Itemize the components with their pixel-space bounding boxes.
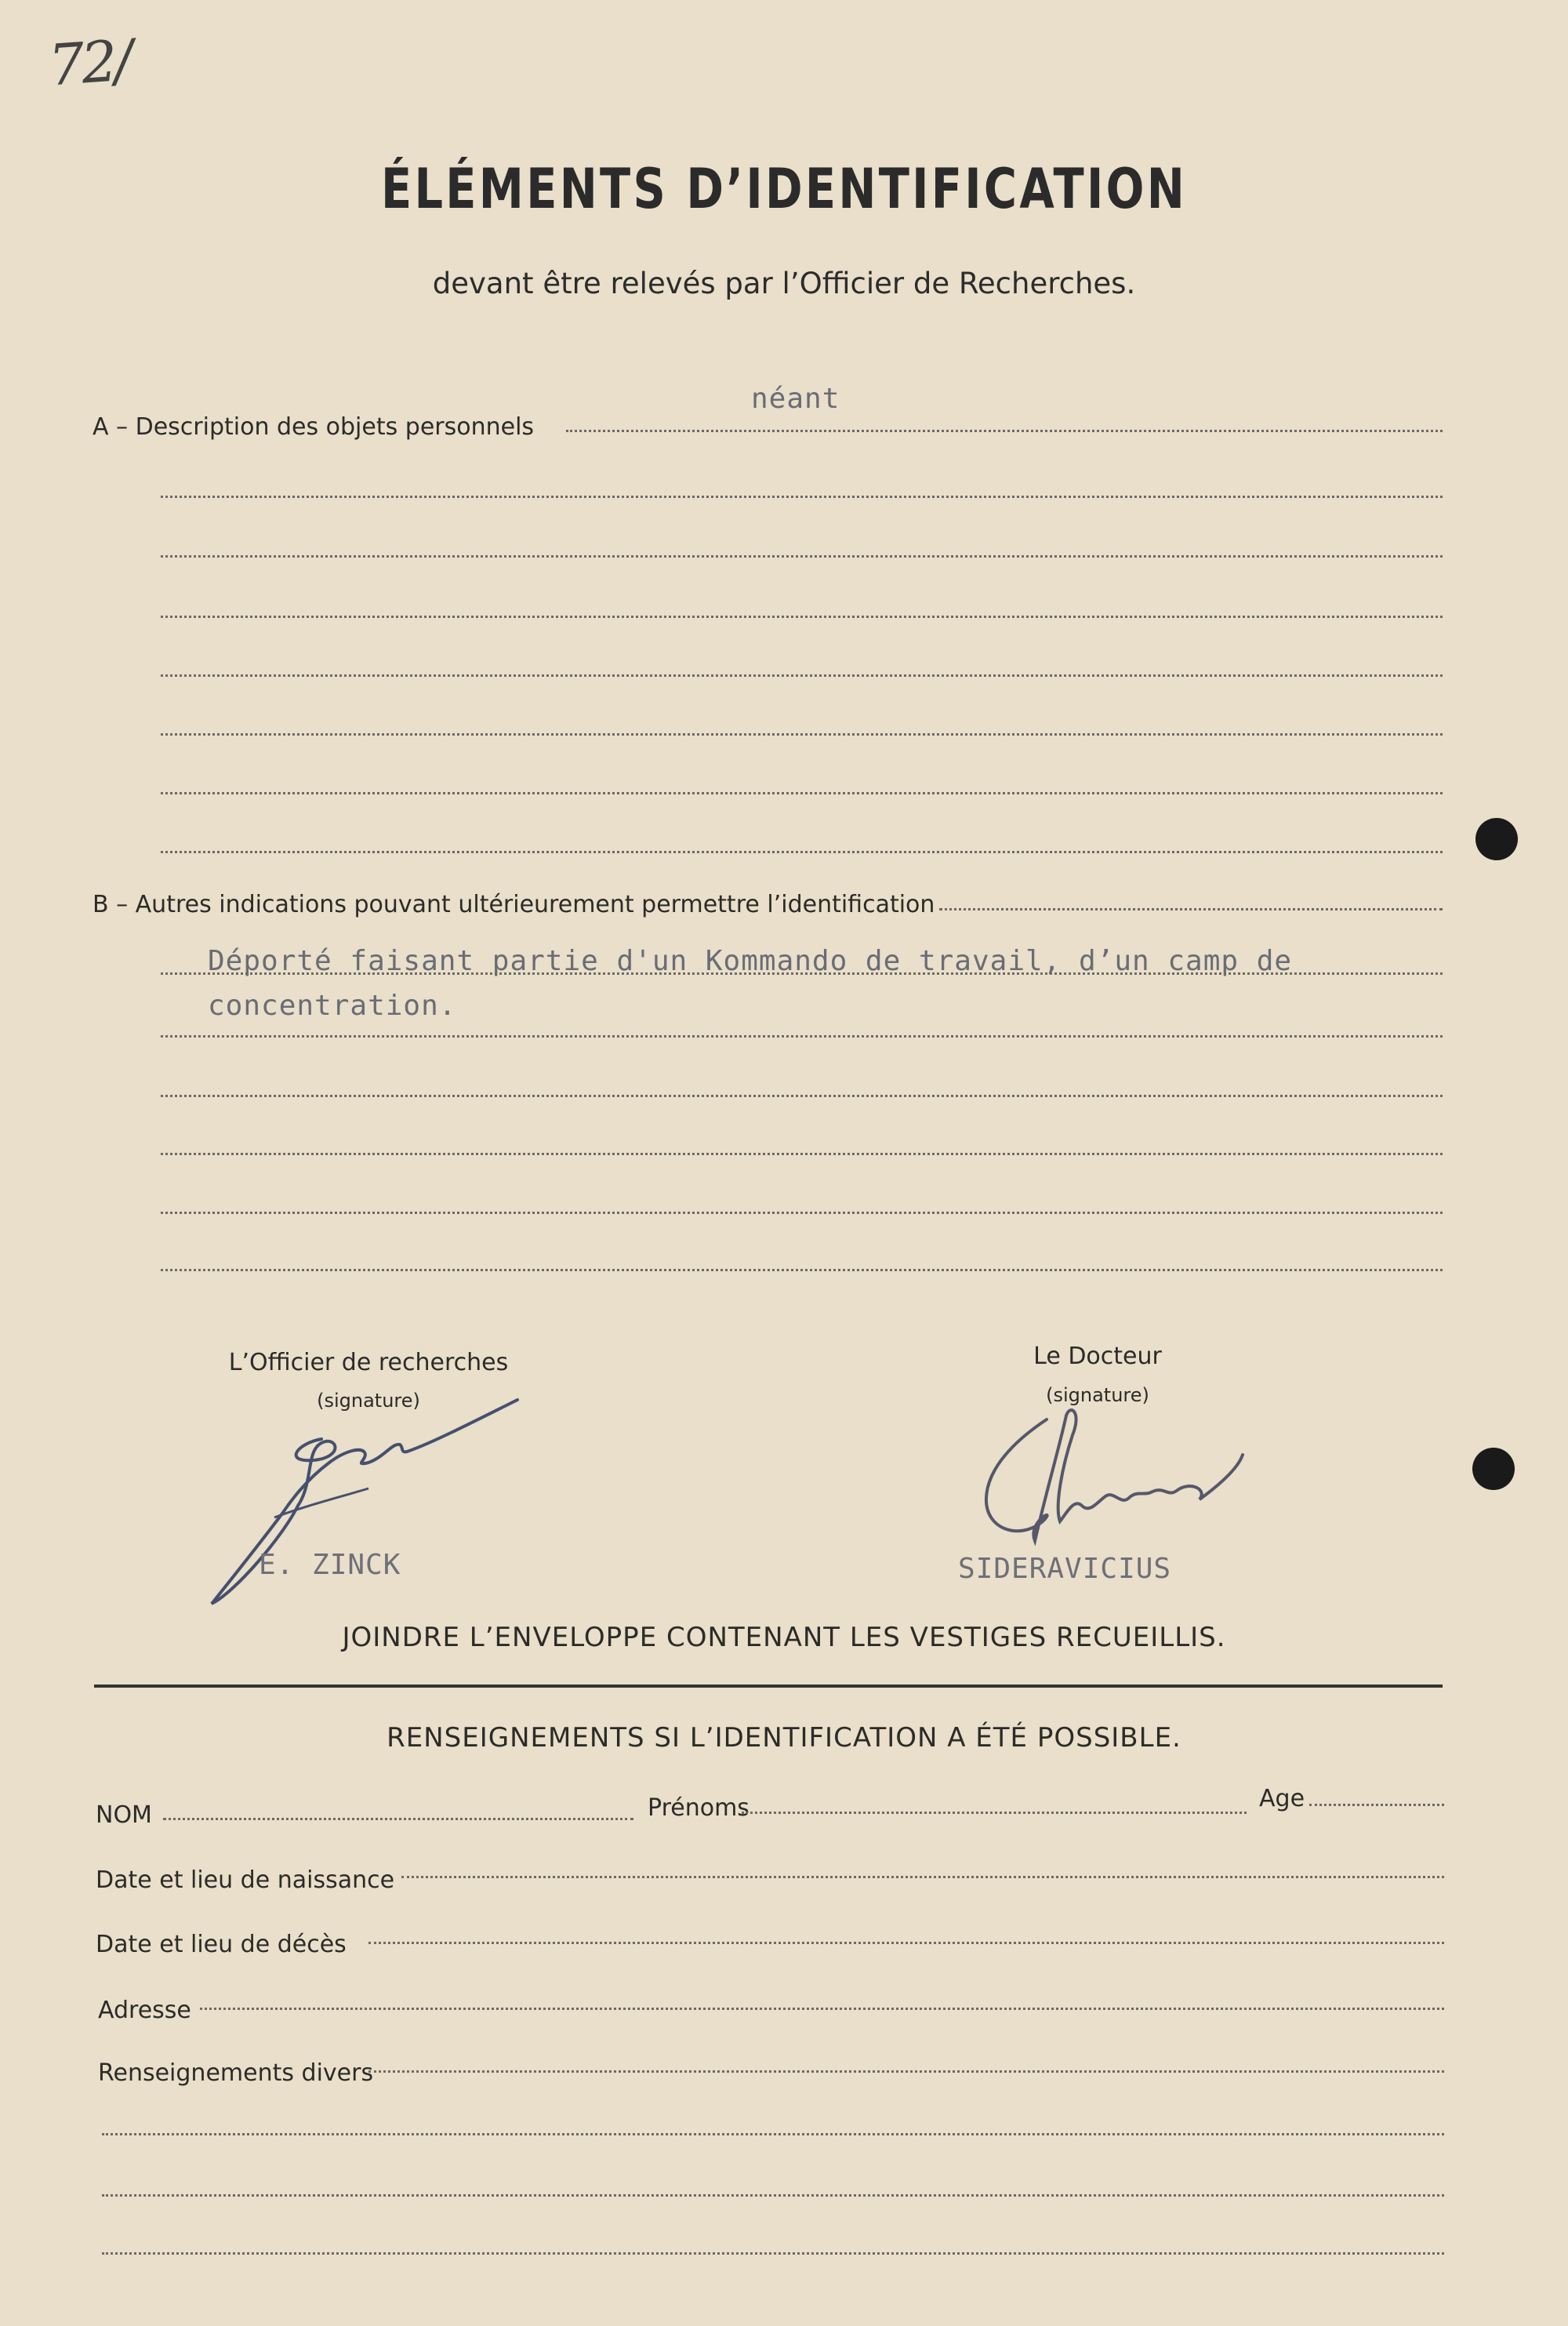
punch-hole-lower [1472, 1448, 1515, 1490]
divers-label: Renseignements divers [98, 2059, 374, 2087]
doctor-signature-caption: (signature) [1046, 1384, 1149, 1406]
section-b-line-7[interactable] [161, 1269, 1443, 1271]
section-divider [94, 1685, 1443, 1688]
folio-number: 72/ [46, 27, 132, 99]
officer-signature-scribble [204, 1388, 533, 1615]
adresse-label: Adresse [98, 1997, 191, 2024]
instruction-enclose-envelope: JOINDRE L’ENVELOPPE CONTENANT LES VESTIGES RECUEILLIS. [342, 1622, 1226, 1653]
section-b-typed-line-2: concentration. [208, 990, 457, 1022]
divers-field-4[interactable] [102, 2252, 1444, 2255]
section-a-line-2[interactable] [161, 496, 1443, 498]
divers-field-1[interactable] [368, 2070, 1444, 2073]
section-b-line-6[interactable] [161, 1212, 1443, 1214]
officer-title: L’Officier de recherches [228, 1349, 509, 1376]
section-a-line-5[interactable] [161, 674, 1443, 677]
form-subtitle: devant être relevés par l’Officier de Recherches. [432, 267, 1136, 300]
section-a-line-3[interactable] [161, 555, 1443, 558]
prenoms-field[interactable] [742, 1812, 1247, 1814]
doctor-typed-name: SIDERAVICIUS [958, 1553, 1172, 1585]
divers-field-3[interactable] [102, 2194, 1444, 2197]
section-a-line-8[interactable] [161, 851, 1443, 853]
deces-label: Date et lieu de décès [96, 1931, 347, 1958]
section-a-line-1[interactable] [566, 430, 1443, 432]
section-a-line-6[interactable] [161, 733, 1443, 736]
section-a-typed-value: néant [751, 383, 840, 415]
identification-heading: RENSEIGNEMENTS SI L’IDENTIFICATION A ÉTÉ POSSIBLE. [387, 1722, 1181, 1754]
form-title: ÉLÉMENTS D’IDENTIFICATION [380, 157, 1188, 221]
section-a-line-4[interactable] [161, 616, 1443, 618]
nom-field[interactable] [163, 1818, 633, 1820]
section-b-line-1[interactable] [939, 908, 1443, 910]
officer-typed-name: E. ZINCK [259, 1549, 401, 1581]
naissance-field[interactable] [401, 1876, 1444, 1878]
adresse-field[interactable] [200, 2008, 1444, 2010]
deces-field[interactable] [368, 1942, 1444, 1944]
doctor-signature-scribble [972, 1404, 1254, 1561]
section-b-label: B – Autres indications pouvant ultérieurement permettre l’identification [93, 891, 935, 918]
section-b-typed-line-1: Déporté faisant partie dꞌun Kommando de travail, d’un camp de [208, 945, 1293, 977]
punch-hole-upper [1475, 818, 1518, 860]
section-b-line-3[interactable] [161, 1035, 1443, 1038]
section-b-line-5[interactable] [161, 1153, 1443, 1155]
section-a-label: A – Description des objets personnels [93, 413, 535, 441]
divers-field-2[interactable] [102, 2133, 1444, 2135]
nom-label: NOM [96, 1801, 152, 1829]
naissance-label: Date et lieu de naissance [96, 1866, 395, 1894]
section-a-line-7[interactable] [161, 792, 1443, 794]
section-b-line-4[interactable] [161, 1095, 1443, 1097]
doctor-title: Le Docteur [1033, 1343, 1162, 1370]
age-label: Age [1259, 1785, 1305, 1812]
section-b-line-2[interactable] [161, 972, 1443, 975]
prenoms-label: Prénoms [648, 1794, 750, 1822]
age-field[interactable] [1309, 1804, 1444, 1806]
officer-signature-caption: (signature) [317, 1390, 420, 1412]
